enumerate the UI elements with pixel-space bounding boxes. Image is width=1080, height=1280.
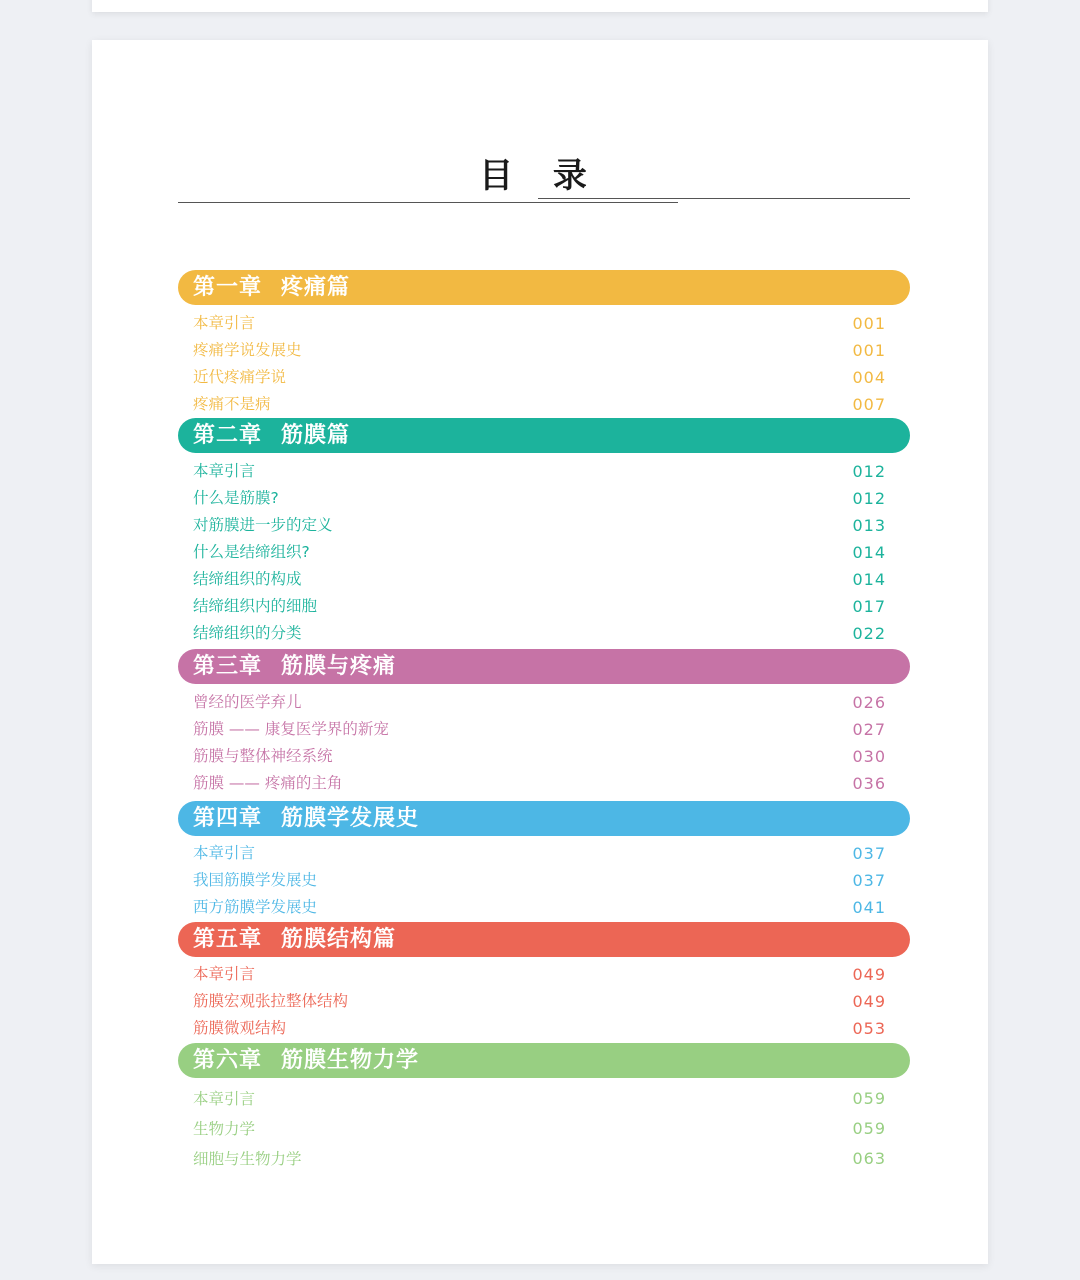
toc-entry[interactable] bbox=[178, 391, 910, 418]
toc-entry[interactable] bbox=[178, 310, 910, 337]
chapter-number: 第六章 bbox=[193, 1047, 263, 1073]
toc-entry[interactable] bbox=[178, 566, 910, 593]
entry-page: 026 bbox=[852, 693, 886, 712]
chapter-name: 筋膜学发展史 bbox=[281, 805, 420, 831]
entry-label: 筋膜 —— 康复医学界的新宠 bbox=[193, 720, 389, 738]
toc-entry[interactable] bbox=[178, 337, 910, 364]
entry-label: 什么是结缔组织? bbox=[193, 543, 310, 561]
entry-page: 014 bbox=[852, 570, 886, 589]
chapter-number: 第五章 bbox=[193, 926, 263, 952]
entry-page: 007 bbox=[852, 395, 886, 414]
previous-page-edge bbox=[92, 0, 988, 12]
chapter-name: 疼痛篇 bbox=[281, 274, 351, 300]
entry-label: 曾经的医学弃儿 bbox=[193, 693, 302, 711]
toc-entry[interactable] bbox=[178, 716, 910, 743]
chapter-name: 筋膜结构篇 bbox=[281, 926, 397, 952]
chapter-number: 第三章 bbox=[193, 653, 263, 679]
toc-entry[interactable] bbox=[178, 840, 910, 867]
chapter-banner[interactable] bbox=[178, 1043, 910, 1078]
entry-label: 什么是筋膜? bbox=[193, 489, 279, 507]
entry-label: 细胞与生物力学 bbox=[193, 1150, 302, 1168]
chapter-number: 第四章 bbox=[193, 805, 263, 831]
entry-page: 012 bbox=[852, 462, 886, 481]
chapter-6 bbox=[178, 1043, 910, 1174]
entry-page: 001 bbox=[852, 314, 886, 333]
entry-label: 本章引言 bbox=[193, 462, 256, 480]
toc-entry[interactable] bbox=[178, 770, 910, 797]
entry-label: 对筋膜进一步的定义 bbox=[193, 516, 333, 534]
entry-page: 013 bbox=[852, 516, 886, 535]
entry-page: 001 bbox=[852, 341, 886, 360]
entry-page: 017 bbox=[852, 597, 886, 616]
toc-entry[interactable] bbox=[178, 988, 910, 1015]
entry-page: 004 bbox=[852, 368, 886, 387]
toc-page bbox=[92, 40, 988, 1264]
entry-label: 筋膜宏观张拉整体结构 bbox=[193, 992, 349, 1010]
title-underline-left bbox=[178, 202, 678, 203]
entry-page: 049 bbox=[852, 965, 886, 984]
toc-entry[interactable] bbox=[178, 689, 910, 716]
page-title: 目 录 bbox=[479, 156, 601, 196]
entry-label: 本章引言 bbox=[193, 844, 256, 862]
entry-label: 西方筋膜学发展史 bbox=[193, 898, 318, 916]
entry-page: 022 bbox=[852, 624, 886, 643]
entry-label: 结缔组织内的细胞 bbox=[193, 597, 318, 615]
entry-page: 053 bbox=[852, 1019, 886, 1038]
toc-entry[interactable] bbox=[178, 961, 910, 988]
chapter-4 bbox=[178, 801, 910, 921]
entry-page: 059 bbox=[852, 1089, 886, 1108]
entry-page: 027 bbox=[852, 720, 886, 739]
entry-page: 036 bbox=[852, 774, 886, 793]
entry-label: 筋膜 —— 疼痛的主角 bbox=[193, 774, 343, 792]
chapter-banner[interactable] bbox=[178, 922, 910, 957]
toc-entry[interactable] bbox=[178, 1144, 910, 1174]
toc-entry[interactable] bbox=[178, 512, 910, 539]
entry-page: 037 bbox=[852, 871, 886, 890]
toc-entry[interactable] bbox=[178, 620, 910, 647]
chapter-number: 第二章 bbox=[193, 422, 263, 448]
chapter-number: 第一章 bbox=[193, 274, 263, 300]
chapter-name: 筋膜与疼痛 bbox=[281, 653, 397, 679]
chapter-banner[interactable] bbox=[178, 801, 910, 836]
entry-page: 037 bbox=[852, 844, 886, 863]
toc-entry[interactable] bbox=[178, 867, 910, 894]
entry-page: 014 bbox=[852, 543, 886, 562]
entry-label: 近代疼痛学说 bbox=[193, 368, 287, 386]
entry-label: 结缔组织的分类 bbox=[193, 624, 302, 642]
toc-entry[interactable] bbox=[178, 1114, 910, 1144]
chapter-banner[interactable] bbox=[178, 418, 910, 453]
toc-entry[interactable] bbox=[178, 485, 910, 512]
entry-page: 063 bbox=[852, 1149, 886, 1168]
toc-entry[interactable] bbox=[178, 1015, 910, 1042]
entry-label: 筋膜微观结构 bbox=[193, 1019, 287, 1037]
entry-label: 生物力学 bbox=[193, 1120, 256, 1138]
chapter-3 bbox=[178, 649, 910, 797]
toc-entry[interactable] bbox=[178, 894, 910, 921]
entry-page: 059 bbox=[852, 1119, 886, 1138]
entry-label: 筋膜与整体神经系统 bbox=[193, 747, 333, 765]
chapter-name: 筋膜篇 bbox=[281, 422, 351, 448]
entry-label: 疼痛不是病 bbox=[193, 395, 271, 413]
entry-label: 本章引言 bbox=[193, 314, 256, 332]
chapter-1 bbox=[178, 270, 910, 418]
toc-entry[interactable] bbox=[178, 1084, 910, 1114]
toc-entry[interactable] bbox=[178, 743, 910, 770]
chapter-2 bbox=[178, 418, 910, 647]
chapter-5 bbox=[178, 922, 910, 1042]
toc-entry[interactable] bbox=[178, 539, 910, 566]
toc-entry[interactable] bbox=[178, 364, 910, 391]
entry-label: 本章引言 bbox=[193, 1090, 256, 1108]
entry-label: 结缔组织的构成 bbox=[193, 570, 302, 588]
toc-entry[interactable] bbox=[178, 458, 910, 485]
chapter-banner[interactable] bbox=[178, 270, 910, 305]
toc-entry[interactable] bbox=[178, 593, 910, 620]
entry-label: 我国筋膜学发展史 bbox=[193, 871, 318, 889]
entry-page: 049 bbox=[852, 992, 886, 1011]
entry-page: 041 bbox=[852, 898, 886, 917]
title-underline-right bbox=[538, 198, 910, 199]
entry-label: 疼痛学说发展史 bbox=[193, 341, 302, 359]
entry-label: 本章引言 bbox=[193, 965, 256, 983]
chapter-name: 筋膜生物力学 bbox=[281, 1047, 420, 1073]
chapter-banner[interactable] bbox=[178, 649, 910, 684]
entry-page: 012 bbox=[852, 489, 886, 508]
entry-page: 030 bbox=[852, 747, 886, 766]
